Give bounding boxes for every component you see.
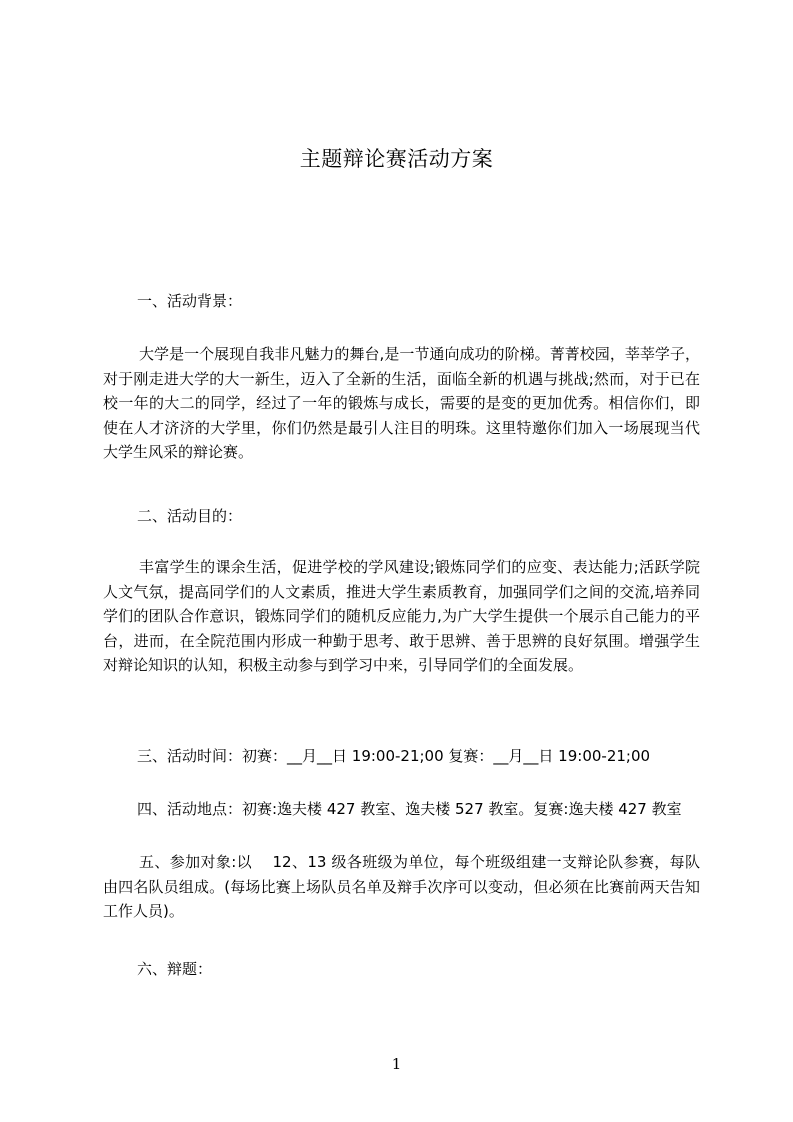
section-body-participants: 五、参加对象:以 12、13 级各班级为单位，每个班级组建一支辩论队参赛，每队由四名队员组成。(每场比赛上场队员名单及辩手次序可以变动，但必须在比赛前两天告知工作人员)。 (103, 853, 700, 920)
page-number: 1 (391, 1055, 402, 1073)
document-title: 主题辩论赛活动方案 (299, 147, 494, 171)
section-activity-location: 四、活动地点：初赛:逸夫楼 427 教室、逸夫楼 527 教室。复赛:逸夫楼 427 教室 (137, 800, 682, 818)
section-body-background: 大学是一个展现自我非凡魅力的舞台,是一节通向成功的阶梯。菁菁校园，莘莘学子，对于刚走进大学的大一新生，迈入了全新的生活，面临全新的机遇与挑战;然而，对于已在校一年的大二的同学，经过了一年的锻炼与成长，需要的是变的更加优秀。相信你们，即使在人才济济的大学里，你们仍然是最引人注目的明珠。这里特邀你们加入一场展现当代大学生风采的辩论赛。 (103, 345, 700, 461)
section-body-purpose: 丰富学生的课余生活，促进学校的学风建设;锻炼同学们的应变、表达能力;活跃学院人文气氛，提高同学们的人文素质，推进大学生素质教育，加强同学们之间的交流,培养同学们的团队合作意识，锻炼同学们的随机反应能力,为广大学生提供一个展示自己能力的平台，进而，在全院范围内形成一种勤于思考、敢于思辨、善于思辨的良好氛围。增强学生对辩论知识的认知，积极主动参与到学习中来，引导同学们的全面发展。 (103, 558, 700, 674)
section-heading-background: 一、活动背景： (137, 292, 243, 310)
section-heading-debate-topics: 六、辩题： (137, 960, 213, 978)
section-heading-purpose: 二、活动目的： (137, 507, 243, 525)
section-activity-time: 三、活动时间：初赛：__月__日 19:00-21;00 复赛：__月__日 19:00-21;00 (137, 747, 651, 765)
